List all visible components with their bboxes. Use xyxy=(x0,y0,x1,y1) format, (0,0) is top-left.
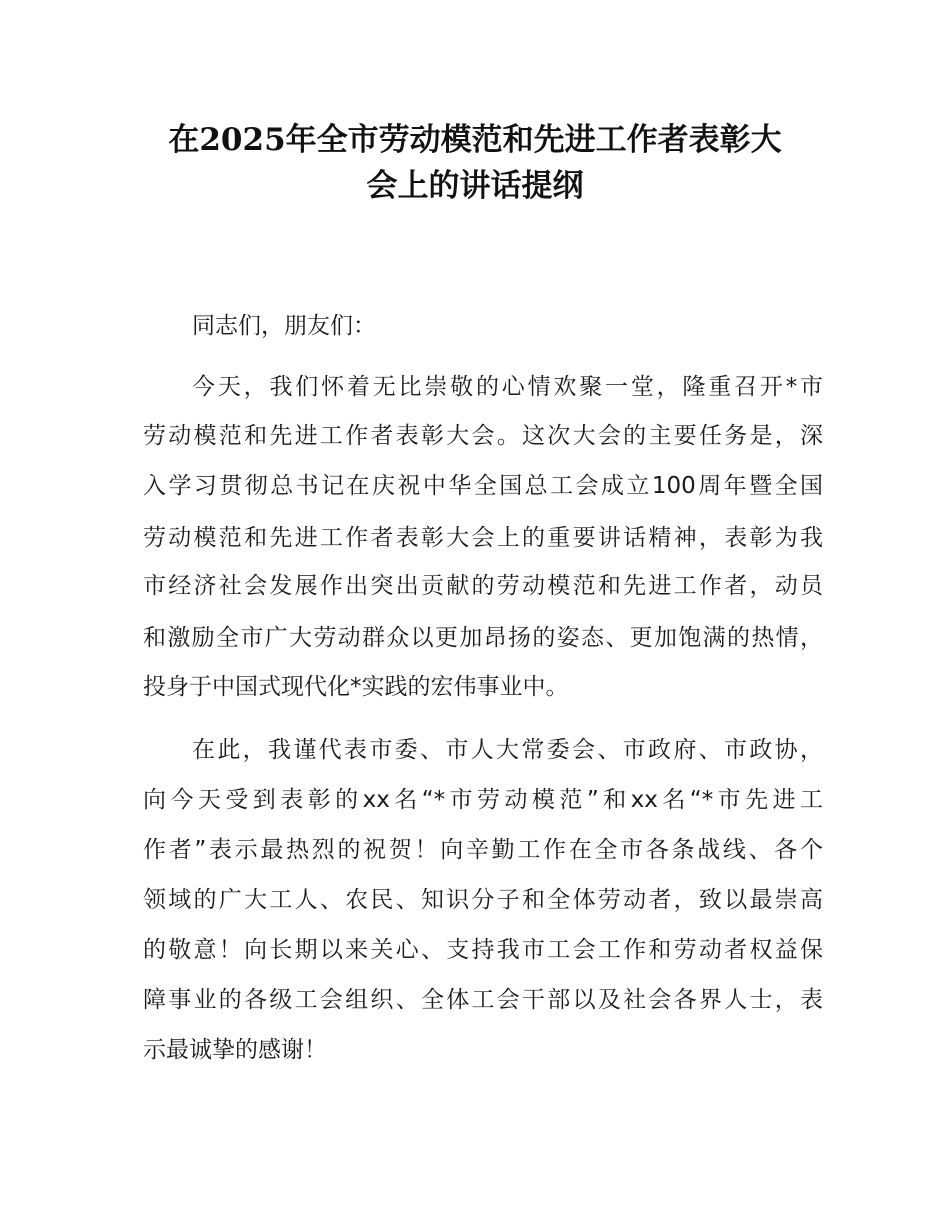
paragraph-line: 市经济社会发展作出突出贡献的劳动模范和先进工作者，动员 xyxy=(143,573,823,599)
paragraph-line: 投身于中国式现代化*实践的宏伟事业中。 xyxy=(143,674,569,700)
paragraph-line: 入学习贯彻总书记在庆祝中华全国总工会成立100周年暨全国 xyxy=(143,473,823,499)
paragraph-line: 示最诚挚的感谢！ xyxy=(143,1037,327,1063)
paragraph-line: 作者”表示最热烈的祝贺！向辛勤工作在全市各条战线、各个 xyxy=(143,837,823,863)
paragraph-line: 领域的广大工人、农民、知识分子和全体劳动者，致以最崇高 xyxy=(143,887,823,913)
paragraph-line: 和激励全市广大劳动群众以更加昂扬的姿态、更加饱满的热情， xyxy=(143,625,823,651)
paragraph-line: 劳动模范和先进工作者表彰大会。这次大会的主要任务是，深 xyxy=(143,423,823,449)
paragraph-line: 在此，我谨代表市委、市人大常委会、市政府、市政协， xyxy=(192,737,823,763)
paragraph-line: 障事业的各级工会组织、全体工会干部以及社会各界人士，表 xyxy=(143,987,823,1013)
document-title-line-2: 会上的讲话提纲 xyxy=(366,168,584,204)
paragraph-line: 今天，我们怀着无比崇敬的心情欢聚一堂，隆重召开*市 xyxy=(192,374,823,400)
document-title-line-1: 在2025年全市劳动模范和先进工作者表彰大 xyxy=(168,122,782,158)
paragraph-line: 向今天受到表彰的xx名“*市劳动模范”和xx名“*市先进工 xyxy=(143,787,823,813)
paragraph-line: 劳动模范和先进工作者表彰大会上的重要讲话精神，表彰为我 xyxy=(143,525,823,551)
salutation: 同志们，朋友们： xyxy=(192,313,376,339)
paragraph-line: 的敬意！向长期以来关心、支持我市工会工作和劳动者权益保 xyxy=(143,937,823,963)
